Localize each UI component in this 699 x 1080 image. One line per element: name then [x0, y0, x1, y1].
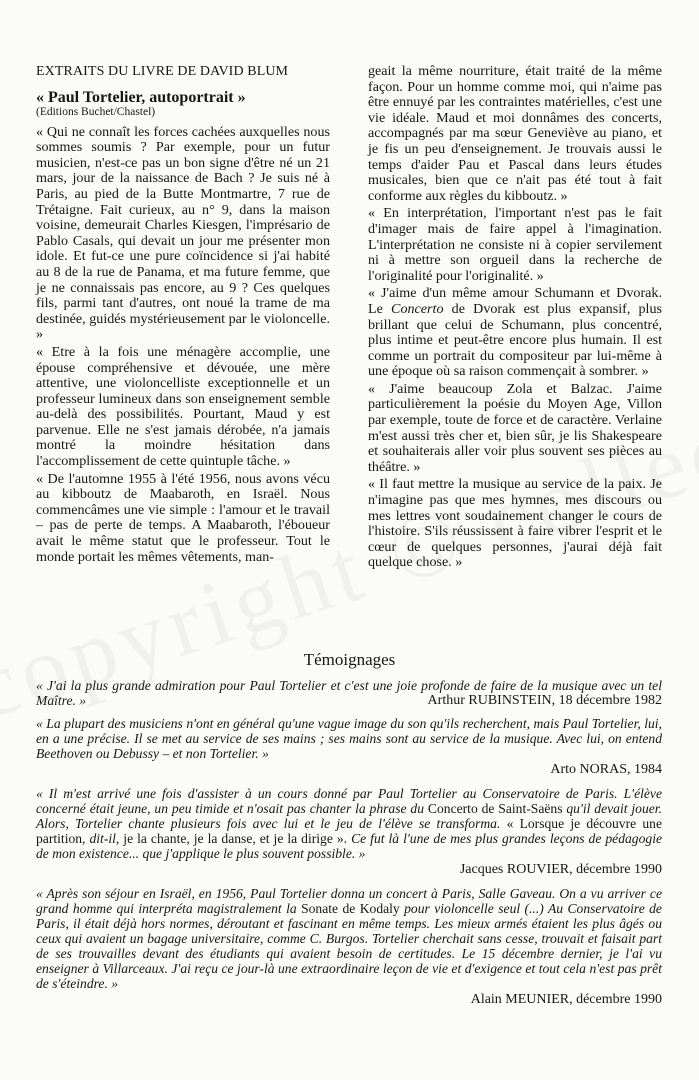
text-run: « Lorsque je découvre une partition,	[36, 816, 662, 846]
testimonial-quote	[36, 678, 662, 708]
extract-paragraph	[368, 286, 662, 380]
testimonial-quote	[36, 786, 662, 861]
testimonial-author: Arto NORAS, 1984	[550, 762, 662, 777]
testimonial	[36, 786, 662, 878]
book-header: EXTRAITS DU LIVRE DE DAVID BLUM	[36, 64, 289, 79]
testimonial-quote: « La plupart des musiciens n'ont en général qu'une vague image du son qu'ils recherchent, mais Paul Tortelier, lui, en a une précise. Il se met au service de ses mains ; ses mains sont au service de la musique. Avec lui, on entend Beethoven ou Debussy – et non Tortelier. »	[36, 716, 662, 761]
text-run: de Dvorak est plus expansif, plus brillant que celui de Schumann, plus concentré, plus intime et peut-être encore plus humain. Il est comme un portrait du compositeur par lui-même à une époque où sa raison commençait à sombrer. »	[368, 300, 663, 380]
extract-paragraph: « Qui ne connaît les forces cachées auxquelles nous sommes soumis ? Par exemple, pour un futur musicien, n'est-ce pas un bon signe d'être né un 21 mars, jour de la naissance de Bach ? Je suis né à Paris, au pied de la Butte Montmartre, 7 rue de Trétaigne. Fait curieux, au n° 9, dans la maison voisine, demeurait Charles Kiesgen, l'imprésario de Pablo Casals, qui devait un jour me présenter mon idole. Et fut-ce une pure coïncidence si j'ai habité au 8 de la rue de Panama, et ma future femme, que je ne connaissais pas encore, au 9 ? Ces quelques fils, parmi tant d'autres, ont noué la trame de ma destinée, guidés mystérieusement par le violoncelle. »	[36, 123, 330, 343]
book-publisher: (Editions Buchet/Chastel)	[36, 105, 156, 118]
right-column	[368, 64, 662, 634]
extract-paragraph: geait la même nourriture, était traité de la même façon. Pour un homme comme moi, qui n'aime pas être ennuyé par les contraintes matérielles, c'est une vie idéale. Maud et moi donnâmes des concerts, accompagnés par ma sœur Geneviève au piano, et je fis un peu d'enseignement. Je trouvais aussi le temps d'aider Pau et Pascal dans leurs études musicales, bien que ce n'ait pas été tout à fait conforme aux règles du kibboutz. »	[368, 63, 662, 204]
testimonial-author: Arthur RUBINSTEIN, 18 décembre 1982	[427, 693, 662, 708]
extract-paragraph: « En interprétation, l'important n'est pas le fait d'imager mais de faire appel à l'imagination. L'interprétation ne consiste ni à copier servilement ni à mettre son orgueil dans la recherche de l'originalité pour l'originalité. »	[368, 205, 662, 284]
text-run: pour violoncelle seul (...) Au Conservatoire de Paris, il était déjà hors normes, déroutant et fascinant en même temps. Les mieux armés étaient les plus âgés ou ceux qui avaient un bagage universitaire, comme C. Burgos. Tortelier cherchait sans cesse, trouvait et faisait part de ses trouvailles devant des étudiants qui avaient besoin de certitudes. Le 15 décembre dernier, je l'ai vu enseigner à Villarceaux. J'ai reçu ce jour-là une extraordinaire leçon de vie et d'exigence et tout cela n'est pas prêt de s'éteindre. »	[36, 901, 662, 991]
extract-paragraph: « Il faut mettre la musique au service de la paix. Je n'imagine pas que mes hymnes, mes discours ou mes lettres vont soudainement changer le cours de l'histoire. S'ils réussissent à faire vibrer l'esprit et le cœur de quelques personnes, j'aurai déjà fait quelque chose. »	[368, 476, 662, 571]
testimonials-list	[36, 678, 662, 1016]
emphasis: Concerto	[391, 300, 444, 317]
testimonial-quote	[36, 886, 662, 991]
text-run: Ce fut là l'une de mes plus grandes leçons de pédagogie de mon existence... que j'applique le plus souvent possible. »	[36, 831, 663, 861]
book-title: « Paul Tortelier, autoportrait »	[36, 88, 246, 106]
book-extracts	[36, 64, 662, 634]
text-run: « J'aime d'un même amour Schumann et Dvorak. Le	[368, 285, 662, 317]
extract-paragraph: « De l'automne 1955 à l'été 1956, nous avons vécu au kibboutz de Maabaroth, en Israël. Nous commencâmes une vie simple : l'amour et le travail – pas de perte de temps. A Maabaroth, l'éboueur avait le même statut que le professeur. Tout le monde portait les mêmes vêtements, man-	[36, 470, 330, 565]
text-run: , je la chante, je la danse, et je la dirige ».	[115, 831, 348, 846]
testimonial-author: Jacques ROUVIER, décembre 1990	[459, 862, 662, 877]
testimonial	[36, 678, 662, 708]
text-run: « Il m'est arrivé une fois d'assister à un cours donné par Paul Tortelier au Conservatoire de Paris. L'élève concerné était jeune, un peu timide et n'osait pas chanter la phrase du	[36, 786, 662, 816]
testimonial-author: Alain MEUNIER, décembre 1990	[470, 992, 662, 1007]
text-run: dit-il	[89, 831, 116, 846]
testimonial	[36, 886, 662, 1008]
text-run: « Après son séjour en Israël, en 1956, Paul Tortelier donna un concert à Paris, Salle Gaveau. On a vu arriver ce grand homme qui interpréta magistralement la	[36, 886, 662, 916]
left-column	[36, 64, 330, 634]
work-title: Sonate de Kodaly	[301, 901, 400, 916]
quote-text: « J'ai la plus grande admiration pour Paul Tortelier et c'est une joie profonde de faire de la musique avec un tel Maître. »	[36, 678, 662, 708]
testimonial	[36, 716, 662, 778]
text-run: qu'il devait jouer. Alors, Tortelier chante plusieurs fois avec lui et le jeu de l'élève se transforma.	[36, 801, 662, 831]
work-title: Concerto de Saint-Saëns	[427, 801, 563, 816]
extract-paragraph: « J'aime beaucoup Zola et Balzac. J'aime particulièrement la poésie du Moyen Age, Villon par exemple, toute de force et de caractère. Verlaine m'est aussi très cher et, bien sûr, je lis Shakespeare et souhaiterais aller voir plus souvent ses pièces au théâtre. »	[368, 380, 662, 475]
section-title: Témoignages	[303, 650, 396, 669]
extract-paragraph: « Etre à la fois une ménagère accomplie, une épouse compréhensive et dévouée, une mère attentive, une violoncelliste exceptionnelle et un professeur lumineux dans son enseignement semble au-delà des possibilités. Pourtant, Maud y est parvenue. Elle ne s'est jamais dérobée, n'a jamais montré la moindre hésitation dans l'accomplissement de cette quintuple tâche. »	[36, 343, 330, 470]
